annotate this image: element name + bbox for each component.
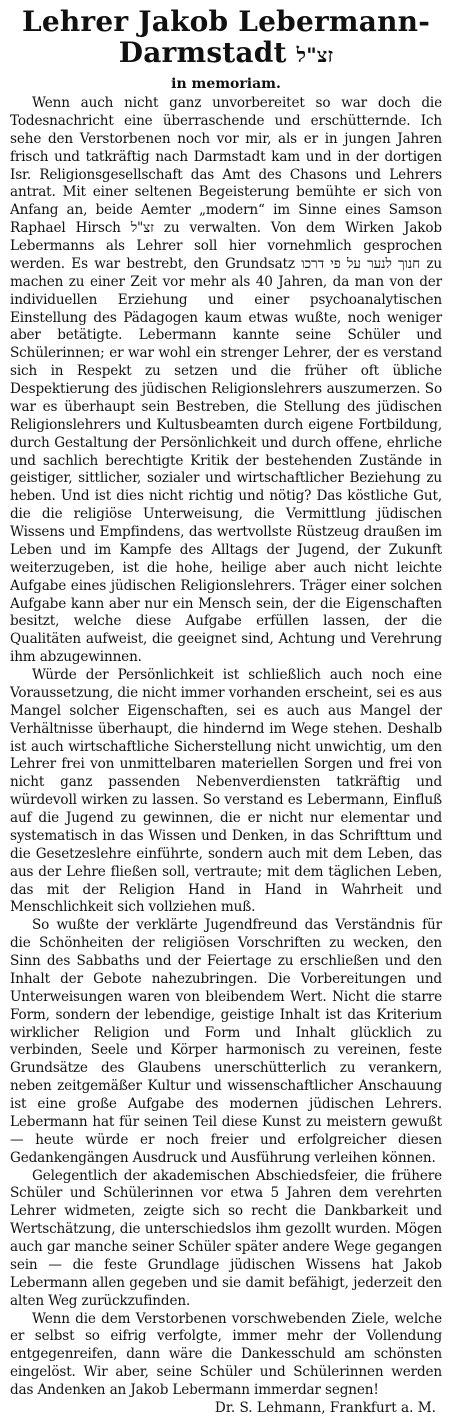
paragraph: Wenn die dem Verstorbenen vorschwebenden Ziele, welche er selbst so eifrig verfolgte, immer mehr der Vollendung entgegenreifen, dann wäre die Dankesschuld am schönsten eingelöst. Wir aber, seine Schüler und Schülerinnen werden das Andenken an Jakob Lebermann immerdar segnen! xyxy=(10,1310,442,1398)
article-body xyxy=(10,95,442,1418)
title-line-2: Darmstadt xyxy=(118,36,287,69)
paragraph: Wenn auch nicht ganz unvorbereitet so war doch die Todesnachricht eine überraschende und erschütternde. Ich sehe den Verstorbenen noch vor mir, als er in jungen Jahren frisch und tatkräftig nach Darmstadt kam und in der dortigen Isr. Religionsgesellschaft das Amt des Chasons und Lehrers antrat. Mit einer seltenen Begeisterung bemühte er sich von Anfang an, beide Aemter „modern“ im Sinne eines Samson Raphael Hirsch זצ"ל zu verwalten. Von dem Wirken Jakob Lebermanns als Lehrer soll hier vornehmlich gesprochen werden. Es war bestrebt, den Grundsatz חנוך לנער על פי דרכו zu machen zu einer Zeit vor mehr als 40 Jahren, da man von der individuellen Erziehung und einer psychoanalytischen Einstellung des Pädagogen kaum etwas wußte, noch weniger aber betätigte. Lebermann kannte seine Schüler und Schülerinnen; er war wohl ein strenger Lehrer, der es verstand sich in Respekt zu setzen und die früher oft übliche Despektierung des jüdischen Religionslehrers auszumerzen. So war es überhaupt sein Bestreben, die Stellung des jüdischen Religionslehrers und Kultusbeamten durch eigene Fortbildung, durch Gestaltung der Persönlichkeit und durch offene, ehrliche und sachlich berechtigte Kritik der bestehenden Zustände in geistiger, sittlicher, sozialer und wirtschaftlicher Beziehung zu heben. Und ist dies nicht richtig und nötig? Das köstliche Gut, die die religiöse Unterweisung, die Vermittlung jüdischen Wissens und Empfindens, das wertvollste Rüstzeug draußen im Leben und im Kampfe des Alltags der Jugend, der Zukunft weiterzugeben, ist die hohe, heilige aber auch nicht leichte Aufgabe eines jüdischen Religionslehrers. Träger einer solchen Aufgabe kann aber nur ein Mensch sein, der die Eigenschaften besitzt, welche diese Aufgabe erfüllen lassen, der die Qualitäten aufweist, die geeignet sind, Achtung und Verehrung ihm abzugewinnen. xyxy=(10,95,442,666)
title-hebrew: זצ"ל xyxy=(296,43,334,67)
author-signature: Dr. S. Lehmann, Frankfurt a. M. xyxy=(214,1399,436,1416)
paragraph: Gelegentlich der akademischen Abschiedsfeier, die frühere Schüler und Schülerinnen vor etwa 5 Jahren dem verehrten Lehrer widmeten, zeigte sich so recht die Dankbarkeit und Wertschätzung, die unterschiedslos ihm gezollt wurden. Mögen auch gar manche seiner Schüler später andere Wege gegangen sein — die feste Grundlage jüdischen Wissens hat Jakob Lebermann allen gegeben und sie damit befähigt, jederzeit den alten Weg zurückzufinden. xyxy=(10,1167,442,1309)
article-title xyxy=(10,6,442,71)
paragraph: Würde der Persönlichkeit ist schließlich auch noch eine Voraussetzung, die nicht immer vorhanden erscheint, sei es aus Mangel solcher Eigenschaften, sei es auch aus Mangel der Verhältnisse überhaupt, die hindernd im Wege stehen. Deshalb ist auch wirtschaftliche Sicherstellung nicht unwichtig, um den Lehrer frei von unmittelbaren materiellen Sorgen und frei von nicht ganz passenden Nebenverdiensten tatkräftig und würdevoll wirken zu lassen. So verstand es Lebermann, Einfluß auf die Jugend zu gewinnen, die er nicht nur elementar und systematisch in das Wissen und Denken, in das Schrifttum und die Gesetzeslehre einführte, sondern auch mit dem Leben, das aus der Lehre fließen soll, vertraute; mit dem täglichen Leben, das mit der Religion Hand in Hand in Wahrheit und Menschlichkeit sich vollziehen muß. xyxy=(10,667,442,916)
paragraph: So wußte der verklärte Jugendfreund das Verständnis für die Schönheiten der religiösen Vorschriften zu wecken, den Sinn des Sabbaths und der Feiertage zu erschließen und den Inhalt der Gebote nahezubringen. Die Vorbereitungen und Unterweisungen waren von bleibendem Wert. Nicht die starre Form, sondern der lebendige, geistige Inhalt ist das Kriterium wirklicher Religion und Form und Inhalt glücklich zu verbinden, Seele und Körper harmonisch zu vereinen, feste Grundsätze des Glaubens unerschütterlich zu verankern, neben zeitgemäßer Kultur und wissenschaftlicher Anschauung ist eine große Aufgabe des modernen jüdischen Lehrers. Lebermann hat für seinen Teil diese Kunst zu meistern gewußt — heute würde er noch freier und erfolgreicher diesen Gedankengängen Ausdruck und Ausführung verleihen können. xyxy=(10,917,442,1166)
article-subtitle: in memoriam. xyxy=(171,76,281,92)
title-line-1: Lehrer Jakob Lebermann- xyxy=(21,5,431,38)
